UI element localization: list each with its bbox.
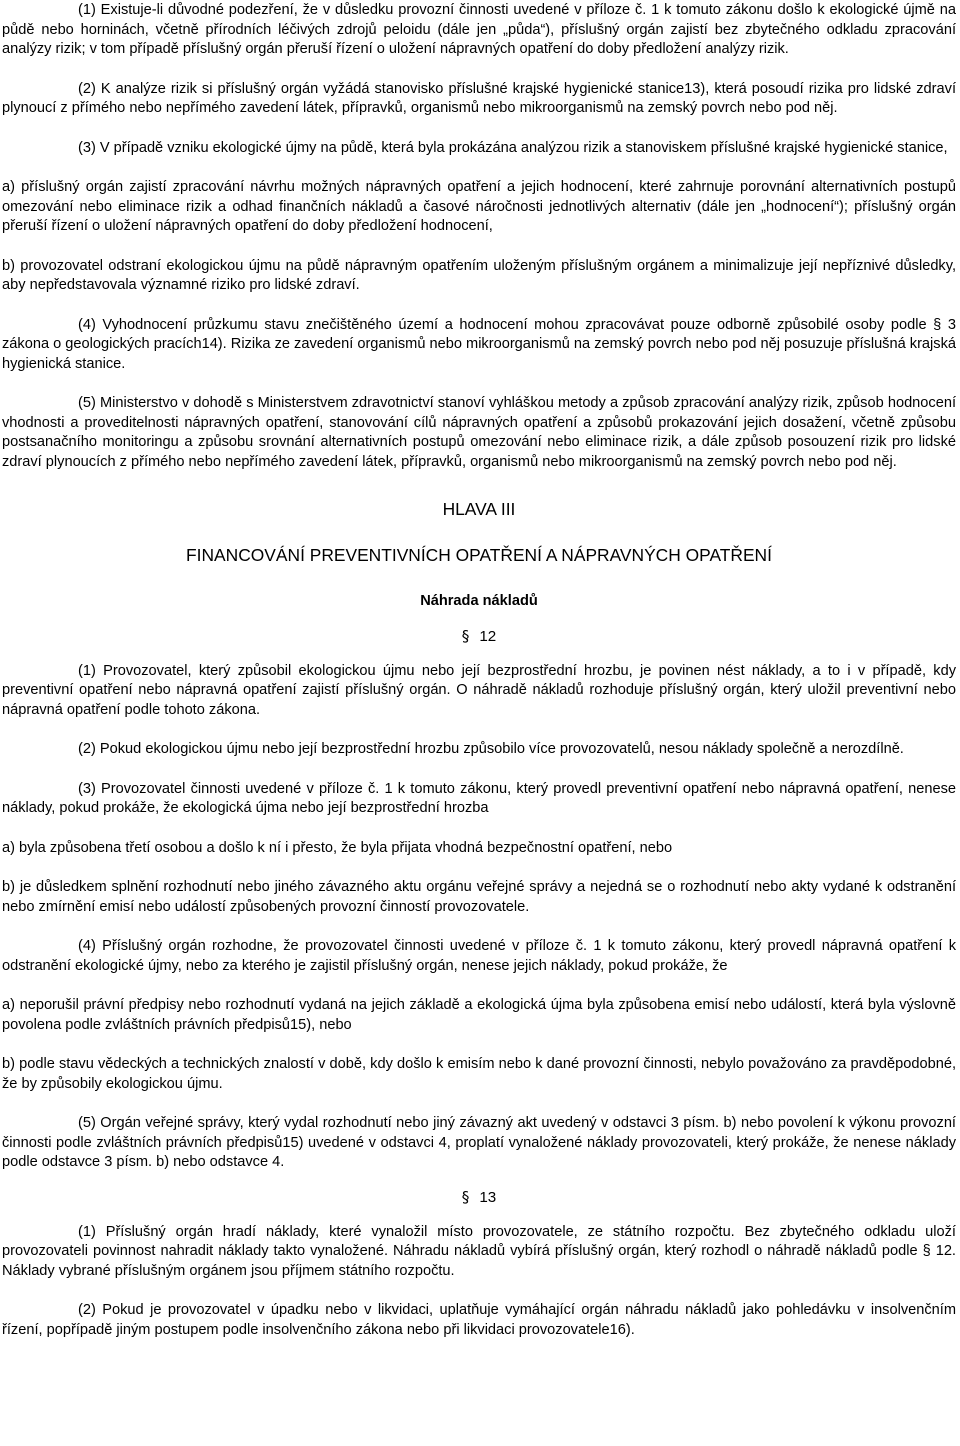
s12-paragraph-4: (4) Příslušný orgán rozhodne, že provozovatel činnosti uvedené v příloze č. 1 k tomuto zákonu, který provedl nápravná opatření k odstranění ekologické újmy, nebo za kterého je zajistil příslušný orgán, nenese jejich náklady, pokud prokáže, že (2, 938, 956, 974)
paragraph-symbol: § (461, 626, 470, 645)
s12-paragraph-4b: b) podle stavu vědeckých a technických znalostí v době, kdy došlo k emisím nebo k dané provozní činnosti, nebylo považováno za pravděpodobné, že by způsobily ekologickou újmu. (2, 1056, 956, 1092)
s11-paragraph-1: (1) Existuje-li důvodné podezření, že v důsledku provozní činnosti uvedené v příloze č. 1 k tomuto zákonu došlo k ekologické újmě na půdě nebo horninách, včetně přírodních léčivých zdrojů peloidu (dále jen „půda“), příslušný orgán zajistí bez zbytečného odkladu zpracování analýzy rizik; v tom případě příslušný orgán přeruší řízení o uložení nápravných opatření do doby předložení analýzy rizik. (2, 2, 956, 57)
s12-paragraph-5: (5) Orgán veřejné správy, který vydal rozhodnutí nebo jiný závazný akt uvedený v odstavci 3 písm. b) nebo povolení k výkonu provozní činnosti podle zvláštních právních předpisů15) uvedené v odstavci 4, proplatí vynaložené náklady provozovateli, který prokáže, že nenese náklady podle odstavce 3 písm. b) nebo odstavce 4. (2, 1115, 956, 1170)
s11-paragraph-5: (5) Ministerstvo v dohodě s Ministerstvem zdravotnictví stanoví vyhláškou metody a způsob zpracování analýzy rizik, způsob hodnocení vhodnosti a proveditelnosti nápravných opatření, stanovování cílů nápravných opatření a způsobů prokazování jejich dosažení, včetně způsobu postsanačního monitoringu a způsobu srovnání alternativních postupů omezování nebo eliminace rizik, a dále způsob posouzení rizik pro lidské zdraví plynoucích z přímého nebo nepřímého zavedení látek, přípravků, organismů nebo mikroorganismů na zemský povrch nebo pod něj. (2, 395, 956, 470)
s13-paragraph-2: (2) Pokud je provozovatel v úpadku nebo v likvidaci, uplatňuje vymáhající orgán náhradu nákladů jako pohledávku v insolvenčním řízení, popřípadě jiným postupem podle insolvenčního zákona nebo při likvidaci provozovatele16). (2, 1302, 956, 1338)
chapter-title: FINANCOVÁNÍ PREVENTIVNÍCH OPATŘENÍ A NÁPRAVNÝCH OPATŘENÍ (186, 545, 772, 565)
s12-paragraph-3b: b) je důsledkem splnění rozhodnutí nebo jiného závazného aktu orgánu veřejné správy a nejedná se o rozhodnutí nebo akty vydané k odstranění nebo zmírnění emisí nebo událostí způsobených provozní činností provozovatele. (2, 879, 956, 915)
s12-paragraph-3a: a) byla způsobena třetí osobou a došlo k ní i přesto, že byla přijata vhodná bezpečnostní opatření, nebo (2, 839, 673, 856)
section-subtitle: Náhrada nákladů (420, 593, 538, 609)
s11-paragraph-3a: a) příslušný orgán zajistí zpracování návrhu možných nápravných opatření a jejich hodnocení, které zahrnuje porovnání alternativních postupů omezování nebo eliminace rizik a odhad finančních nákladů a časové náročnosti jednotlivých alternativ (dále jen „hodnocení“); příslušný orgán přeruší řízení o uložení nápravných opatření do doby předložení hodnocení, (2, 179, 956, 234)
paragraph-symbol: § (461, 1187, 470, 1206)
chapter-heading: HLAVA III (442, 499, 516, 519)
section-12-number: 12 (479, 627, 497, 645)
s11-paragraph-2: (2) K analýze rizik si příslušný orgán vyžádá stanovisko příslušné krajské hygienické stanice13), která posoudí rizika pro lidské zdraví plynoucí z přímého nebo nepřímého zavedení látek, přípravků, organismů nebo mikroorganismů na zemský povrch nebo pod něj. (2, 80, 956, 116)
s12-paragraph-3: (3) Provozovatel činnosti uvedené v příloze č. 1 k tomuto zákonu, který provedl preventivní opatření nebo nápravná opatření, nenese náklady, pokud prokáže, že ekologická újma nebo její bezprostřední hrozba (2, 780, 956, 816)
s11-paragraph-3: (3) V případě vzniku ekologické újmy na půdě, která byla prokázána analýzou rizik a stanoviskem příslušné krajské hygienické stanice, (78, 139, 948, 156)
s12-paragraph-4a: a) neporušil právní předpisy nebo rozhodnutí vydaná na jejich základě a ekologická újma byla způsobena emisí nebo událostí, která byla výslovně povolena podle zvláštních právních předpisů15), nebo (2, 997, 956, 1033)
section-13-heading (2, 1187, 956, 1208)
section-12-heading (2, 626, 956, 647)
s12-paragraph-1: (1) Provozovatel, který způsobil ekologickou újmu nebo její bezprostřední hrozbu, je povinen nést náklady, a to i v případě, kdy preventivní opatření nebo nápravná opatření zajistí příslušný orgán. O náhradě nákladů rozhoduje příslušný orgán, který uložil preventivní nebo nápravná opatření podle tohoto zákona. (2, 662, 956, 718)
s13-paragraph-1: (1) Příslušný orgán hradí náklady, které vynaložil místo provozovatele, ze státního rozpočtu. Bez zbytečného odkladu uloží provozovateli povinnost nahradit náklady takto vynaložené. Náhradu nákladů vybírá příslušný orgán, který rozhodl o náhradě nákladů podle § 12. Náklady vybrané příslušným orgánem jsou příjmem státního rozpočtu. (2, 1223, 956, 1279)
section-13-number: 13 (479, 1188, 497, 1206)
s12-paragraph-2: (2) Pokud ekologickou újmu nebo její bezprostřední hrozbu způsobilo více provozovatelů, nesou náklady společně a nerozdílně. (78, 741, 904, 757)
s11-paragraph-4: (4) Vyhodnocení průzkumu stavu znečištěného území a hodnocení mohou zpracovávat pouze odborně způsobilé osoby podle § 3 zákona o geologických pracích14). Rizika ze zavedení organismů nebo mikroorganismů na zemský povrch nebo pod něj posuzuje příslušná krajská hygienická stanice. (2, 316, 956, 372)
s11-paragraph-3b: b) provozovatel odstraní ekologickou újmu na půdě nápravným opatřením uloženým příslušným orgánem a minimalizuje její nepříznivé důsledky, aby nepředstavovala významné riziko pro lidské zdraví. (2, 257, 956, 293)
